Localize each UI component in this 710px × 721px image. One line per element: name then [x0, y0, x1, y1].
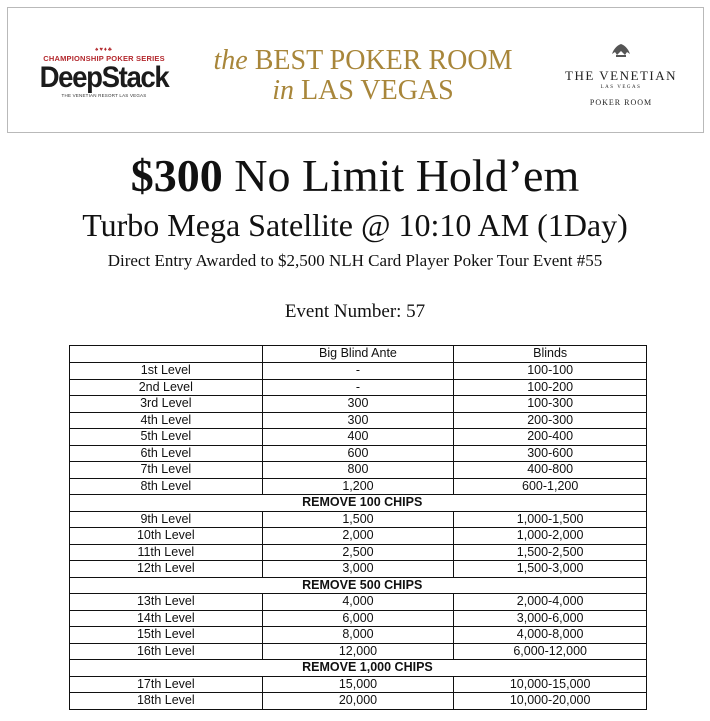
- table-row: [70, 627, 647, 644]
- big-blind-ante-cell: 1,500: [262, 511, 454, 528]
- big-blind-ante-cell: 12,000: [262, 643, 454, 660]
- tagline-las-vegas: LAS VEGAS: [301, 75, 454, 106]
- venetian-logo: [548, 42, 694, 107]
- column-header-blinds: Blinds: [454, 346, 647, 363]
- level-cell: 5th Level: [70, 429, 263, 446]
- blinds-cell: 600-1,200: [454, 478, 647, 495]
- table-row: [70, 478, 647, 495]
- table-row: [70, 676, 647, 693]
- table-row: [70, 693, 647, 710]
- big-blind-ante-cell: 300: [262, 396, 454, 413]
- blinds-cell: 400-800: [454, 462, 647, 479]
- blinds-cell: 1,000-2,000: [454, 528, 647, 545]
- game-name: No Limit Hold’em: [234, 150, 580, 201]
- table-row: [70, 561, 647, 578]
- blinds-cell: 1,500-3,000: [454, 561, 647, 578]
- level-cell: 18th Level: [70, 693, 263, 710]
- big-blind-ante-cell: 800: [262, 462, 454, 479]
- level-cell: 9th Level: [70, 511, 263, 528]
- table-row: [70, 445, 647, 462]
- blinds-cell: 1,500-2,500: [454, 544, 647, 561]
- chip-removal-note: REMOVE 100 CHIPS: [262, 495, 646, 512]
- event-subtitle: Turbo Mega Satellite @ 10:10 AM (1Day): [82, 207, 628, 243]
- big-blind-ante-cell: 6,000: [262, 610, 454, 627]
- tagline: [193, 46, 533, 106]
- big-blind-ante-cell: -: [262, 363, 454, 380]
- blinds-cell: 300-600: [454, 445, 647, 462]
- table-row: [70, 363, 647, 380]
- blinds-cell: 4,000-8,000: [454, 627, 647, 644]
- blinds-cell: 6,000-12,000: [454, 643, 647, 660]
- level-cell: 17th Level: [70, 676, 263, 693]
- blinds-cell: 3,000-6,000: [454, 610, 647, 627]
- level-cell: 1st Level: [70, 363, 263, 380]
- big-blind-ante-cell: 300: [262, 412, 454, 429]
- table-row: [70, 379, 647, 396]
- event-number: Event Number: 57: [284, 301, 426, 322]
- venetian-poker-room: POKER ROOM: [589, 98, 653, 107]
- table-row: [70, 528, 647, 545]
- big-blind-ante-cell: 4,000: [262, 594, 454, 611]
- big-blind-ante-cell: 2,500: [262, 544, 454, 561]
- chip-removal-row: [70, 660, 647, 677]
- chip-removal-row: [70, 495, 647, 512]
- lion-crest-icon: [548, 42, 694, 62]
- entry-award-note: Direct Entry Awarded to $2,500 NLH Card Player Poker Tour Event #55: [107, 251, 603, 270]
- deepstack-subtext: THE VENETIAN RESORT LAS VEGAS: [61, 93, 147, 98]
- table-row: [70, 412, 647, 429]
- level-cell: 2nd Level: [70, 379, 263, 396]
- level-cell: 13th Level: [70, 594, 263, 611]
- level-cell: 16th Level: [70, 643, 263, 660]
- chip-removal-blank: [70, 660, 263, 677]
- table-row: [70, 511, 647, 528]
- column-header-level: [70, 346, 263, 363]
- big-blind-ante-cell: -: [262, 379, 454, 396]
- blinds-cell: 10,000-20,000: [454, 693, 647, 710]
- chip-removal-row: [70, 577, 647, 594]
- tagline-best-poker-room: BEST POKER ROOM: [254, 45, 513, 76]
- column-header-big-blind-ante: Big Blind Ante: [262, 346, 454, 363]
- level-cell: 12th Level: [70, 561, 263, 578]
- table-row: [70, 396, 647, 413]
- big-blind-ante-cell: 15,000: [262, 676, 454, 693]
- chip-removal-blank: [70, 577, 263, 594]
- chip-removal-note: REMOVE 500 CHIPS: [262, 577, 646, 594]
- blinds-cell: 200-400: [454, 429, 647, 446]
- blind-structure-table: [69, 345, 647, 710]
- tagline-the: the: [213, 45, 248, 76]
- blinds-cell: 100-300: [454, 396, 647, 413]
- level-cell: 6th Level: [70, 445, 263, 462]
- level-cell: 8th Level: [70, 478, 263, 495]
- level-cell: 14th Level: [70, 610, 263, 627]
- blinds-cell: 100-100: [454, 363, 647, 380]
- big-blind-ante-cell: 2,000: [262, 528, 454, 545]
- deepstack-logo: [30, 46, 178, 98]
- level-cell: 7th Level: [70, 462, 263, 479]
- venetian-location: LAS VEGAS: [600, 85, 642, 90]
- level-cell: 3rd Level: [70, 396, 263, 413]
- level-cell: 11th Level: [70, 544, 263, 561]
- deepstack-kicker: CHAMPIONSHIP POKER SERIES: [43, 54, 165, 63]
- deepstack-name: DeepStack: [39, 61, 169, 94]
- chip-removal-note: REMOVE 1,000 CHIPS: [262, 660, 646, 677]
- big-blind-ante-cell: 1,200: [262, 478, 454, 495]
- level-cell: 15th Level: [70, 627, 263, 644]
- table-row: [70, 462, 647, 479]
- blinds-cell: 200-300: [454, 412, 647, 429]
- table-row: [70, 544, 647, 561]
- table-row: [70, 594, 647, 611]
- table-header-row: [70, 346, 647, 363]
- level-cell: 10th Level: [70, 528, 263, 545]
- blinds-cell: 1,000-1,500: [454, 511, 647, 528]
- buy-in-price: $300: [130, 150, 223, 201]
- table-row: [70, 643, 647, 660]
- venetian-name: THE VENETIAN: [565, 68, 677, 83]
- table-row: [70, 610, 647, 627]
- card-suits-icon: ♠♥♦♣: [95, 47, 113, 53]
- big-blind-ante-cell: 8,000: [262, 627, 454, 644]
- chip-removal-blank: [70, 495, 263, 512]
- big-blind-ante-cell: 20,000: [262, 693, 454, 710]
- blinds-cell: 100-200: [454, 379, 647, 396]
- blinds-cell: 2,000-4,000: [454, 594, 647, 611]
- header-banner: [7, 7, 704, 133]
- big-blind-ante-cell: 3,000: [262, 561, 454, 578]
- blinds-cell: 10,000-15,000: [454, 676, 647, 693]
- big-blind-ante-cell: 400: [262, 429, 454, 446]
- page-title: [0, 150, 710, 202]
- table-row: [70, 429, 647, 446]
- level-cell: 4th Level: [70, 412, 263, 429]
- big-blind-ante-cell: 600: [262, 445, 454, 462]
- tagline-in: in: [272, 75, 295, 106]
